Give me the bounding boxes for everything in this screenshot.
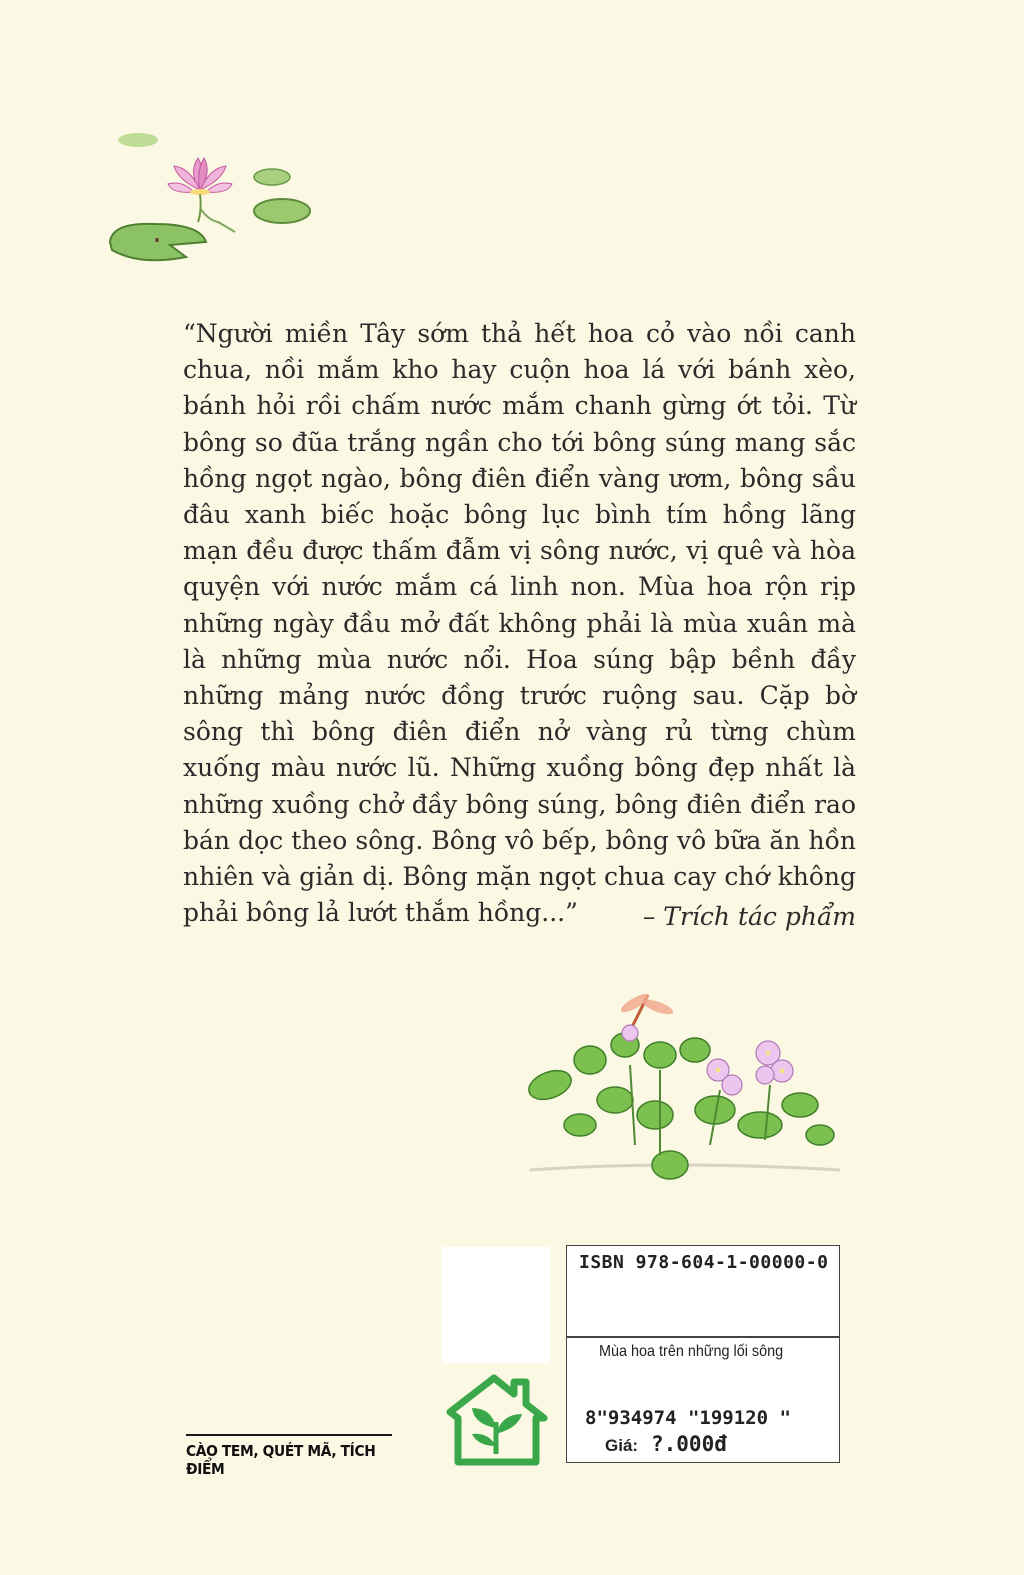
isbn-divider	[567, 1336, 839, 1338]
publisher-logo-icon	[444, 1372, 552, 1468]
price-label: Giá:	[605, 1436, 639, 1455]
isbn-number: ISBN 978-604-1-00000-0	[579, 1252, 829, 1273]
water-hyacinth-icon	[520, 975, 850, 1195]
quote-attribution: – Trích tác phẩm	[642, 902, 856, 931]
scratch-instructions: CÀO TEM, QUÉT MÃ, TÍCH ĐIỂM	[186, 1442, 376, 1478]
scratch-divider	[186, 1434, 392, 1436]
water-lily-icon	[100, 120, 330, 280]
isbn-barcode-box	[566, 1245, 840, 1463]
dragonfly-icon	[619, 991, 675, 1027]
book-title: Mùa hoa trên những lối sông	[599, 1343, 784, 1360]
price-value: ?.000đ	[651, 1432, 727, 1456]
book-quote: “Người miền Tây sớm thả hết hoa cỏ vào nồi canh chua, nồi mắm kho hay cuộn hoa lá với bánh xèo, bánh hỏi rồi chấm nước mắm chanh gừng ớt tỏi. Từ bông so đũa trắng ngần cho tới bông súng mang sắc hồng ngọt ngào, bông điên điển vàng ươm, bông sầu đâu xanh biếc hoặc bông lục bình tím hồng lãng mạn đều được thấm đẫm vị sông nước, vị quê và hòa quyện với nước mắm cá linh non. Mùa hoa rộn rịp những ngày đầu mở đất không phải là mùa xuân mà là những mùa nước nổi. Hoa súng bập bềnh đầy những mảng nước đồng trước ruộng sau. Cặp bờ sông thì bông điên điển nở vàng rủ từng chùm xuống màu nước lũ. Những xuồng bông đẹp nhất là những xuồng chở đầy bông súng, bông điên điển rao bán dọc theo sông. Bông vô bếp, bông vô bữa ăn hồn nhiên và giản dị. Bông mặn ngọt chua cay chớ không phải bông lả lướt thắm hồng...”	[183, 319, 856, 928]
sticker-area	[442, 1247, 550, 1363]
barcode-number: 8"934974 "199120 "	[585, 1407, 791, 1429]
